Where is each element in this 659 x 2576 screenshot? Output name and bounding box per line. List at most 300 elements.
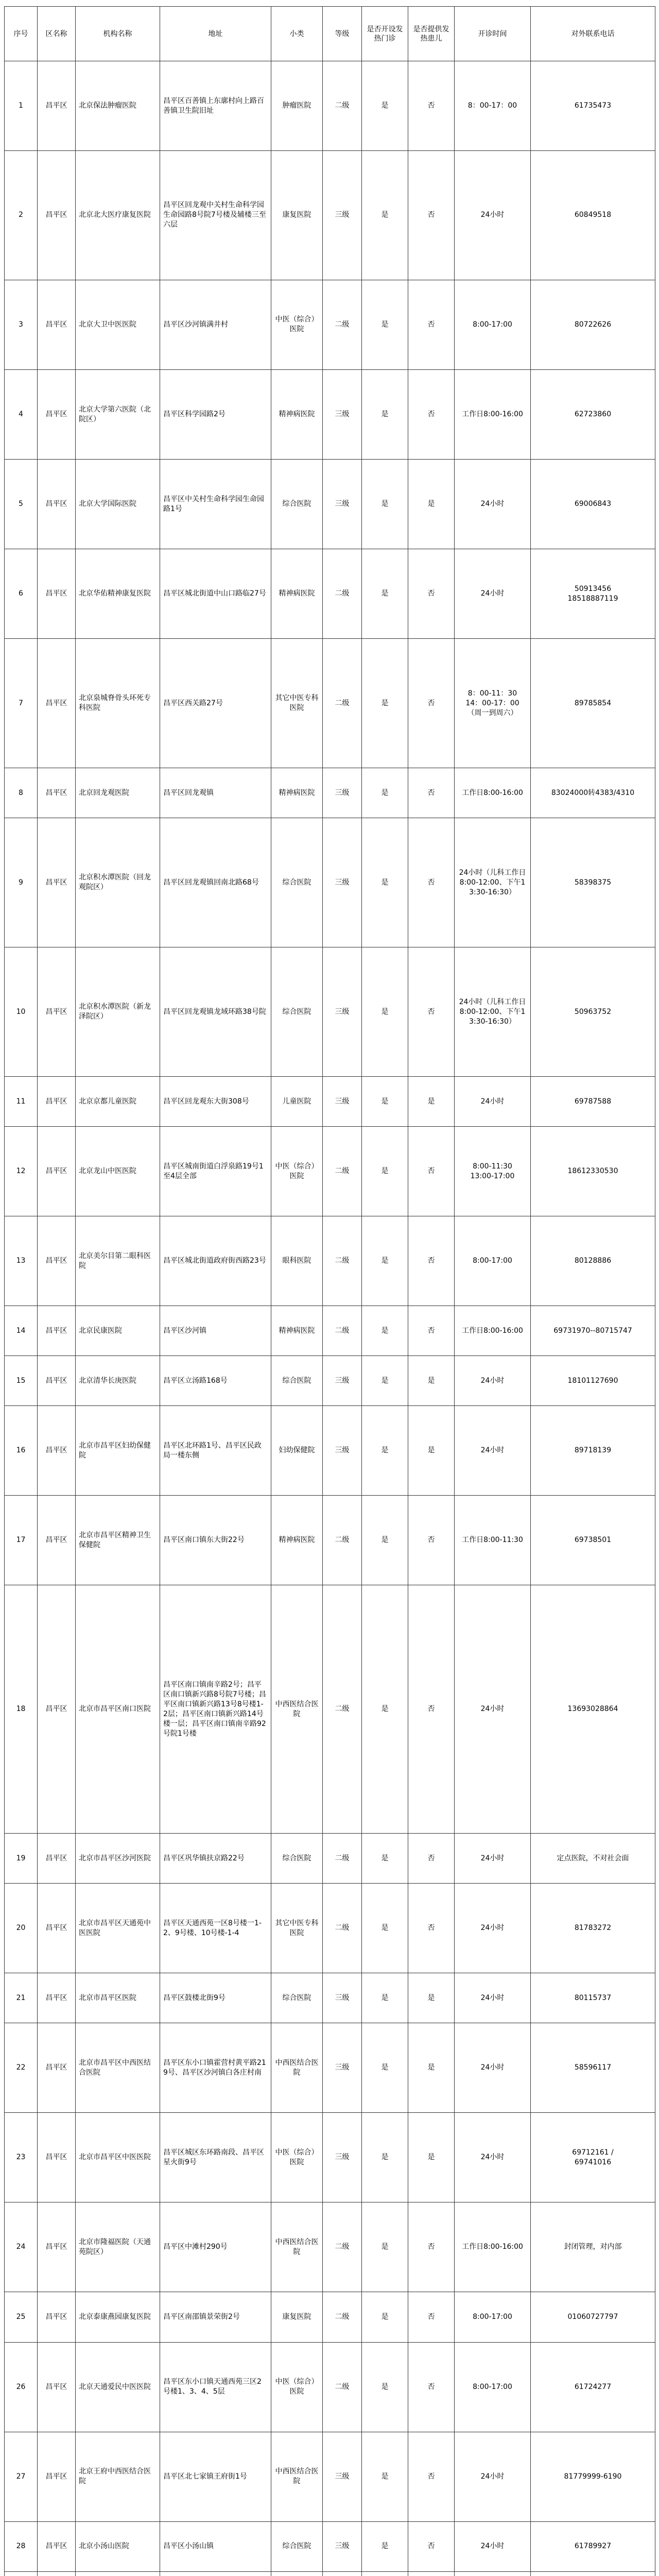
- cell-category: 综合医院: [271, 947, 323, 1077]
- cell-emergency-triage: 否: [408, 1496, 455, 1585]
- cell-phone: 69731970--80715747: [531, 1306, 655, 1356]
- cell-institution: 北京市昌平区沙河医院: [76, 1834, 160, 1884]
- cell-hours: 24小时: [455, 1585, 531, 1834]
- cell-fever-clinic: 是: [362, 1127, 408, 1216]
- cell-address: [160, 2571, 271, 2576]
- cell-institution: 北京大卫中医医院: [76, 280, 160, 369]
- cell-phone: 69006843: [531, 460, 655, 549]
- cell-emergency-triage: 是: [408, 2023, 455, 2113]
- cell-category: 中西医结合医院: [271, 2023, 323, 2113]
- header-district: 区名称: [38, 7, 76, 61]
- cell-no: 14: [5, 1306, 38, 1356]
- cell-no: 8: [5, 768, 38, 818]
- cell-grade: 三级: [323, 2432, 362, 2521]
- table-row: [5, 1127, 655, 1216]
- cell-category: 综合医院: [271, 1834, 323, 1884]
- cell-grade: 二级: [323, 1306, 362, 1356]
- cell-fever-clinic: 是: [362, 2292, 408, 2342]
- table-row: [5, 1585, 655, 1834]
- cell-hours: 24小时（儿科工作日8:00-12:00、下午13:30-16:30）: [455, 818, 531, 947]
- cell-no: 27: [5, 2432, 38, 2521]
- cell-address: 昌平区中关村生命科学园生命园路1号: [160, 460, 271, 549]
- cell-fever-clinic: [362, 2571, 408, 2576]
- cell-district: 昌平区: [38, 151, 76, 280]
- cell-phone: 80128886: [531, 1216, 655, 1306]
- cell-emergency-triage: 否: [408, 2202, 455, 2292]
- header-no: 序号: [5, 7, 38, 61]
- cell-phone: [531, 2571, 655, 2576]
- cell-phone: 81783272: [531, 1884, 655, 1973]
- cell-address: 昌平区东小口镇天通西苑三区2号楼1、3、4、5层: [160, 2342, 271, 2432]
- cell-institution: 北京北大医疗康复医院: [76, 151, 160, 280]
- cell-district: [38, 2571, 76, 2576]
- cell-category: 康复医院: [271, 2292, 323, 2342]
- cell-category: 综合医院: [271, 2521, 323, 2571]
- hospital-table: [4, 6, 655, 2576]
- cell-emergency-triage: 否: [408, 768, 455, 818]
- cell-phone: 89785854: [531, 639, 655, 768]
- cell-address: 昌平区城区东环路南段、昌平区星火街9号: [160, 2113, 271, 2202]
- cell-emergency-triage: 是: [408, 1973, 455, 2023]
- cell-district: 昌平区: [38, 1884, 76, 1973]
- table-row: [5, 151, 655, 280]
- cell-address: 昌平区沙河镇满井村: [160, 280, 271, 369]
- cell-hours: 24小时（儿科工作日8:00-12:00、下午13:30-16:30）: [455, 947, 531, 1077]
- table-row: [5, 818, 655, 947]
- cell-grade: 三级: [323, 151, 362, 280]
- cell-address: 昌平区立汤路168号: [160, 1356, 271, 1406]
- cell-grade: 三级: [323, 1356, 362, 1406]
- cell-phone: 60849518: [531, 151, 655, 280]
- cell-phone: 58398375: [531, 818, 655, 947]
- cell-address: 昌平区城北街道中山口路临27号: [160, 549, 271, 639]
- cell-hours: 24小时: [455, 549, 531, 639]
- cell-grade: [323, 2571, 362, 2576]
- cell-address: 昌平区回龙观镇龙域环路38号院: [160, 947, 271, 1077]
- cell-institution: 北京市昌平区南口医院: [76, 1585, 160, 1834]
- cell-grade: 三级: [323, 947, 362, 1077]
- cell-no: 18: [5, 1585, 38, 1834]
- cell-address: 昌平区百善镇上东廓村向上路百善镇卫生院旧址: [160, 61, 271, 151]
- cell-category: 精神病医院: [271, 768, 323, 818]
- cell-phone: 83024000转4383/4310: [531, 768, 655, 818]
- cell-category: 中医（综合）医院: [271, 2113, 323, 2202]
- header-emergency-triage: 是否提供发热患儿: [408, 7, 455, 61]
- cell-no: 10: [5, 947, 38, 1077]
- cell-hours: 24小时: [455, 1356, 531, 1406]
- cell-district: 昌平区: [38, 2432, 76, 2521]
- cell-no: 25: [5, 2292, 38, 2342]
- cell-hours: 8：00-17：00: [455, 61, 531, 151]
- cell-category: [271, 2571, 323, 2576]
- cell-fever-clinic: 是: [362, 768, 408, 818]
- cell-category: 精神病医院: [271, 369, 323, 459]
- cell-institution: 北京市昌平区精神卫生保健院: [76, 1496, 160, 1585]
- cell-emergency-triage: 否: [408, 549, 455, 639]
- cell-phone: 18101127690: [531, 1356, 655, 1406]
- cell-grade: 三级: [323, 1973, 362, 2023]
- cell-fever-clinic: 是: [362, 947, 408, 1077]
- cell-grade: 二级: [323, 1496, 362, 1585]
- cell-grade: 三级: [323, 369, 362, 459]
- cell-fever-clinic: 是: [362, 280, 408, 369]
- cell-category: 综合医院: [271, 818, 323, 947]
- cell-grade: 三级: [323, 2113, 362, 2202]
- cell-institution: 北京大学国际医院: [76, 460, 160, 549]
- cell-category: 其它中医专科医院: [271, 1884, 323, 1973]
- cell-no: 22: [5, 2023, 38, 2113]
- table-row: [5, 2292, 655, 2342]
- cell-district: 昌平区: [38, 549, 76, 639]
- cell-category: 中西医结合医院: [271, 1585, 323, 1834]
- cell-grade: 二级: [323, 1884, 362, 1973]
- cell-district: 昌平区: [38, 768, 76, 818]
- cell-fever-clinic: 是: [362, 2432, 408, 2521]
- cell-fever-clinic: 是: [362, 1834, 408, 1884]
- cell-grade: 二级: [323, 1216, 362, 1306]
- cell-category: 中医（综合）医院: [271, 280, 323, 369]
- cell-district: 昌平区: [38, 2521, 76, 2571]
- table-row: [5, 1834, 655, 1884]
- cell-category: 康复医院: [271, 151, 323, 280]
- cell-fever-clinic: 是: [362, 818, 408, 947]
- cell-hours: 工作日8:00-16:00: [455, 768, 531, 818]
- cell-grade: 二级: [323, 1834, 362, 1884]
- cell-no: 23: [5, 2113, 38, 2202]
- cell-hours: 24小时: [455, 1834, 531, 1884]
- cell-district: 昌平区: [38, 2292, 76, 2342]
- cell-phone: 58596117: [531, 2023, 655, 2113]
- cell-address: 昌平区科学园路2号: [160, 369, 271, 459]
- cell-fever-clinic: 是: [362, 1216, 408, 1306]
- header-fever-clinic: 是否开设发热门诊: [362, 7, 408, 61]
- cell-phone: 61735473: [531, 61, 655, 151]
- cell-emergency-triage: 是: [408, 460, 455, 549]
- cell-fever-clinic: 是: [362, 151, 408, 280]
- cell-hours: 24小时: [455, 2023, 531, 2113]
- table-row: [5, 1076, 655, 1126]
- cell-grade: 二级: [323, 639, 362, 768]
- cell-fever-clinic: 是: [362, 1306, 408, 1356]
- cell-address: 昌平区巩华镇扶京路22号: [160, 1834, 271, 1884]
- cell-emergency-triage: 否: [408, 1306, 455, 1356]
- cell-phone: 69787588: [531, 1076, 655, 1126]
- cell-hours: 8:00-17:00: [455, 2342, 531, 2432]
- cell-phone: 69712161 / 69741016: [531, 2113, 655, 2202]
- cell-phone: 69738501: [531, 1496, 655, 1585]
- header-grade: 等级: [323, 7, 362, 61]
- cell-category: 妇幼保健院: [271, 1406, 323, 1496]
- cell-address: 昌平区西关路27号: [160, 639, 271, 768]
- cell-district: 昌平区: [38, 2342, 76, 2432]
- table-body: [5, 61, 655, 2576]
- cell-district: 昌平区: [38, 1356, 76, 1406]
- cell-hours: 24小时: [455, 2432, 531, 2521]
- table-row: [5, 61, 655, 151]
- cell-grade: 二级: [323, 2202, 362, 2292]
- cell-institution: 北京回龙观医院: [76, 768, 160, 818]
- cell-address: 昌平区南邵镇景荣街2号: [160, 2292, 271, 2342]
- cell-phone: 61724277: [531, 2342, 655, 2432]
- cell-fever-clinic: 是: [362, 2521, 408, 2571]
- cell-district: 昌平区: [38, 1834, 76, 1884]
- cell-emergency-triage: 是: [408, 1076, 455, 1126]
- cell-hours: 8:00-17:00: [455, 1216, 531, 1306]
- cell-institution: 北京清华长庚医院: [76, 1356, 160, 1406]
- cell-hours: 工作日8:00-16:00: [455, 2202, 531, 2292]
- cell-emergency-triage: 否: [408, 280, 455, 369]
- cell-institution: 北京泉城脊骨头环死专科医院: [76, 639, 160, 768]
- cell-institution: 北京市昌平区中医医院: [76, 2113, 160, 2202]
- table-row: [5, 947, 655, 1077]
- cell-emergency-triage: 否: [408, 1884, 455, 1973]
- cell-address: 昌平区回龙观镇: [160, 768, 271, 818]
- cell-grade: 二级: [323, 280, 362, 369]
- table-row: [5, 768, 655, 818]
- cell-category: 肿瘤医院: [271, 61, 323, 151]
- table-row: [5, 1406, 655, 1496]
- cell-phone: 定点医院，不对社会面: [531, 1834, 655, 1884]
- cell-emergency-triage: 否: [408, 61, 455, 151]
- cell-category: 精神病医院: [271, 1496, 323, 1585]
- cell-no: 7: [5, 639, 38, 768]
- cell-category: 儿童医院: [271, 1076, 323, 1126]
- cell-fever-clinic: 是: [362, 1973, 408, 2023]
- cell-institution: 北京积水潭医院（回龙观院区）: [76, 818, 160, 947]
- cell-hours: 24小时: [455, 1973, 531, 2023]
- cell-hours: 24小时: [455, 1076, 531, 1126]
- cell-fever-clinic: 是: [362, 1884, 408, 1973]
- cell-address: 昌平区回龙观镇回南北路68号: [160, 818, 271, 947]
- cell-phone: 50913456 18518887119: [531, 549, 655, 639]
- cell-institution: 北京大学第六医院（北院区）: [76, 369, 160, 459]
- cell-category: 中医（综合）医院: [271, 1127, 323, 1216]
- table-row: [5, 2571, 655, 2576]
- cell-address: 昌平区北七家镇王府街1号: [160, 2432, 271, 2521]
- cell-institution: 北京美尔目第二眼科医院: [76, 1216, 160, 1306]
- cell-emergency-triage: 是: [408, 1406, 455, 1496]
- cell-no: 26: [5, 2342, 38, 2432]
- cell-emergency-triage: 否: [408, 2521, 455, 2571]
- cell-no: 5: [5, 460, 38, 549]
- header-hours: 开诊时间: [455, 7, 531, 61]
- cell-hours: 工作日8:00-11:30: [455, 1496, 531, 1585]
- cell-district: 昌平区: [38, 61, 76, 151]
- cell-fever-clinic: 是: [362, 460, 408, 549]
- cell-phone: 01060727797: [531, 2292, 655, 2342]
- cell-emergency-triage: 否: [408, 151, 455, 280]
- cell-institution: 北京王府中西医结合医院: [76, 2432, 160, 2521]
- cell-district: 昌平区: [38, 460, 76, 549]
- cell-emergency-triage: 否: [408, 639, 455, 768]
- cell-fever-clinic: 是: [362, 61, 408, 151]
- cell-hours: 24小时: [455, 2113, 531, 2202]
- cell-institution: 北京天通爱民中医医院: [76, 2342, 160, 2432]
- cell-address: 昌平区回龙观东大街308号: [160, 1076, 271, 1126]
- cell-phone: 50963752: [531, 947, 655, 1077]
- table-row: [5, 2432, 655, 2521]
- table-row: [5, 1884, 655, 1973]
- cell-no: 19: [5, 1834, 38, 1884]
- cell-grade: 三级: [323, 460, 362, 549]
- cell-phone: 80722626: [531, 280, 655, 369]
- cell-district: 昌平区: [38, 1585, 76, 1834]
- cell-district: 昌平区: [38, 947, 76, 1077]
- cell-district: 昌平区: [38, 1496, 76, 1585]
- cell-emergency-triage: 否: [408, 2432, 455, 2521]
- cell-no: 16: [5, 1406, 38, 1496]
- cell-fever-clinic: 是: [362, 2113, 408, 2202]
- cell-address: 昌平区小汤山镇: [160, 2521, 271, 2571]
- cell-hours: 24小时: [455, 460, 531, 549]
- table-row: [5, 2113, 655, 2202]
- table-row: [5, 1356, 655, 1406]
- cell-category: 中西医结合医院: [271, 2432, 323, 2521]
- cell-no: 15: [5, 1356, 38, 1406]
- cell-institution: 北京市昌平区中西医结合医院: [76, 2023, 160, 2113]
- cell-emergency-triage: 否: [408, 818, 455, 947]
- cell-no: 12: [5, 1127, 38, 1216]
- cell-no: 3: [5, 280, 38, 369]
- cell-grade: 三级: [323, 818, 362, 947]
- table-row: [5, 2202, 655, 2292]
- cell-hours: 24小时: [455, 2521, 531, 2571]
- cell-fever-clinic: 是: [362, 1356, 408, 1406]
- table-row: [5, 280, 655, 369]
- header-category: 小类: [271, 7, 323, 61]
- table-row: [5, 1216, 655, 1306]
- cell-no: 6: [5, 549, 38, 639]
- cell-grade: 二级: [323, 2292, 362, 2342]
- cell-district: 昌平区: [38, 1406, 76, 1496]
- cell-district: 昌平区: [38, 2113, 76, 2202]
- header-phone: 对外联系电话: [531, 7, 655, 61]
- cell-grade: 二级: [323, 2342, 362, 2432]
- cell-institution: 北京积水潭医院（新龙泽院区）: [76, 947, 160, 1077]
- cell-address: 昌平区天通西苑一区8号楼一1-2、9号楼、10号楼-1-4: [160, 1884, 271, 1973]
- cell-institution: 北京市隆福医院（天通苑院区）: [76, 2202, 160, 2292]
- cell-hours: 8:00-17:00: [455, 280, 531, 369]
- cell-institution: 北京华佑精神康复医院: [76, 549, 160, 639]
- cell-emergency-triage: 否: [408, 1216, 455, 1306]
- cell-institution: 北京京都儿童医院: [76, 1076, 160, 1126]
- cell-grade: 二级: [323, 1585, 362, 1834]
- cell-category: 中医（综合）医院: [271, 2342, 323, 2432]
- cell-fever-clinic: 是: [362, 549, 408, 639]
- cell-district: 昌平区: [38, 280, 76, 369]
- cell-address: 昌平区东小口镇霍营村黄平路219号、昌平区沙河镇白各庄村南: [160, 2023, 271, 2113]
- cell-address: 昌平区回龙观中关村生命科学园生命园路8号院7号楼及辅楼三至六层: [160, 151, 271, 280]
- cell-hours: 24小时: [455, 151, 531, 280]
- cell-emergency-triage: 否: [408, 1834, 455, 1884]
- cell-no: 21: [5, 1973, 38, 2023]
- cell-address: 昌平区沙河镇: [160, 1306, 271, 1356]
- cell-grade: 三级: [323, 2023, 362, 2113]
- cell-district: 昌平区: [38, 1127, 76, 1216]
- cell-category: 中西医结合医院: [271, 2202, 323, 2292]
- cell-fever-clinic: 是: [362, 1406, 408, 1496]
- cell-address: 昌平区北环路1号、昌平区民政局一楼东侧: [160, 1406, 271, 1496]
- table-row: [5, 1973, 655, 2023]
- cell-district: 昌平区: [38, 1973, 76, 2023]
- table-row: [5, 369, 655, 459]
- cell-phone: 80115737: [531, 1973, 655, 2023]
- cell-institution: 北京市昌平区医院: [76, 1973, 160, 2023]
- cell-fever-clinic: 是: [362, 2023, 408, 2113]
- cell-hours: 8:00-11:30 13:00-17:00: [455, 1127, 531, 1216]
- cell-no: 28: [5, 2521, 38, 2571]
- cell-phone: 封闭管理，对内部: [531, 2202, 655, 2292]
- cell-grade: 三级: [323, 1076, 362, 1126]
- cell-emergency-triage: 否: [408, 2292, 455, 2342]
- table-row: [5, 549, 655, 639]
- cell-address: 昌平区城南街道白浮泉路19号1至4层全部: [160, 1127, 271, 1216]
- table-row: [5, 639, 655, 768]
- header-institution: 机构名称: [76, 7, 160, 61]
- cell-no: 1: [5, 61, 38, 151]
- cell-address: 昌平区鼓楼北街9号: [160, 1973, 271, 2023]
- cell-institution: 北京泰康燕园康复医院: [76, 2292, 160, 2342]
- cell-emergency-triage: [408, 2571, 455, 2576]
- cell-emergency-triage: 否: [408, 1127, 455, 1216]
- cell-phone: 61789927: [531, 2521, 655, 2571]
- cell-category: 综合医院: [271, 1973, 323, 2023]
- cell-emergency-triage: 否: [408, 2342, 455, 2432]
- cell-no: 11: [5, 1076, 38, 1126]
- cell-no: 20: [5, 1884, 38, 1973]
- cell-grade: 二级: [323, 1127, 362, 1216]
- cell-institution: 北京市昌平区天通苑中医医院: [76, 1884, 160, 1973]
- cell-district: 昌平区: [38, 1076, 76, 1126]
- cell-district: 昌平区: [38, 2023, 76, 2113]
- table-row: [5, 1496, 655, 1585]
- cell-category: 其它中医专科医院: [271, 639, 323, 768]
- cell-institution: [76, 2571, 160, 2576]
- cell-grade: 三级: [323, 768, 362, 818]
- cell-emergency-triage: 否: [408, 369, 455, 459]
- cell-institution: 北京龙山中医医院: [76, 1127, 160, 1216]
- cell-address: 昌平区中滩村290号: [160, 2202, 271, 2292]
- cell-no: 24: [5, 2202, 38, 2292]
- cell-fever-clinic: 是: [362, 1585, 408, 1834]
- cell-district: 昌平区: [38, 369, 76, 459]
- cell-institution: 北京保法肿瘤医院: [76, 61, 160, 151]
- table-row: [5, 2521, 655, 2571]
- cell-no: 13: [5, 1216, 38, 1306]
- cell-phone: 13693028864: [531, 1585, 655, 1834]
- cell-phone: 81779999-6190: [531, 2432, 655, 2521]
- cell-phone: 18612330530: [531, 1127, 655, 1216]
- cell-category: 综合医院: [271, 1356, 323, 1406]
- cell-emergency-triage: 否: [408, 947, 455, 1077]
- cell-hours: 24小时: [455, 1406, 531, 1496]
- table-row: [5, 1306, 655, 1356]
- cell-address: 昌平区南口镇东大街22号: [160, 1496, 271, 1585]
- cell-fever-clinic: 是: [362, 2202, 408, 2292]
- cell-hours: 工作日8:00-16:00: [455, 369, 531, 459]
- cell-hours: 8:00-17:00: [455, 2292, 531, 2342]
- cell-no: 17: [5, 1496, 38, 1585]
- cell-address: 昌平区城北街道政府街西路23号: [160, 1216, 271, 1306]
- cell-fever-clinic: 是: [362, 1076, 408, 1126]
- cell-category: 综合医院: [271, 460, 323, 549]
- cell-address: 昌平区南口镇南辛路2号；昌平区南口镇新兴路8号院7号楼；昌平区南口镇新兴路13号8号楼1-2层；昌平区南口镇新兴路14号楼一层；昌平区南口镇南辛路92号院1号楼: [160, 1585, 271, 1834]
- cell-no: 9: [5, 818, 38, 947]
- cell-district: 昌平区: [38, 2202, 76, 2292]
- cell-district: 昌平区: [38, 639, 76, 768]
- cell-phone: 89718139: [531, 1406, 655, 1496]
- cell-hours: 8：00-11：30 14：00-17：00 （周一到周六）: [455, 639, 531, 768]
